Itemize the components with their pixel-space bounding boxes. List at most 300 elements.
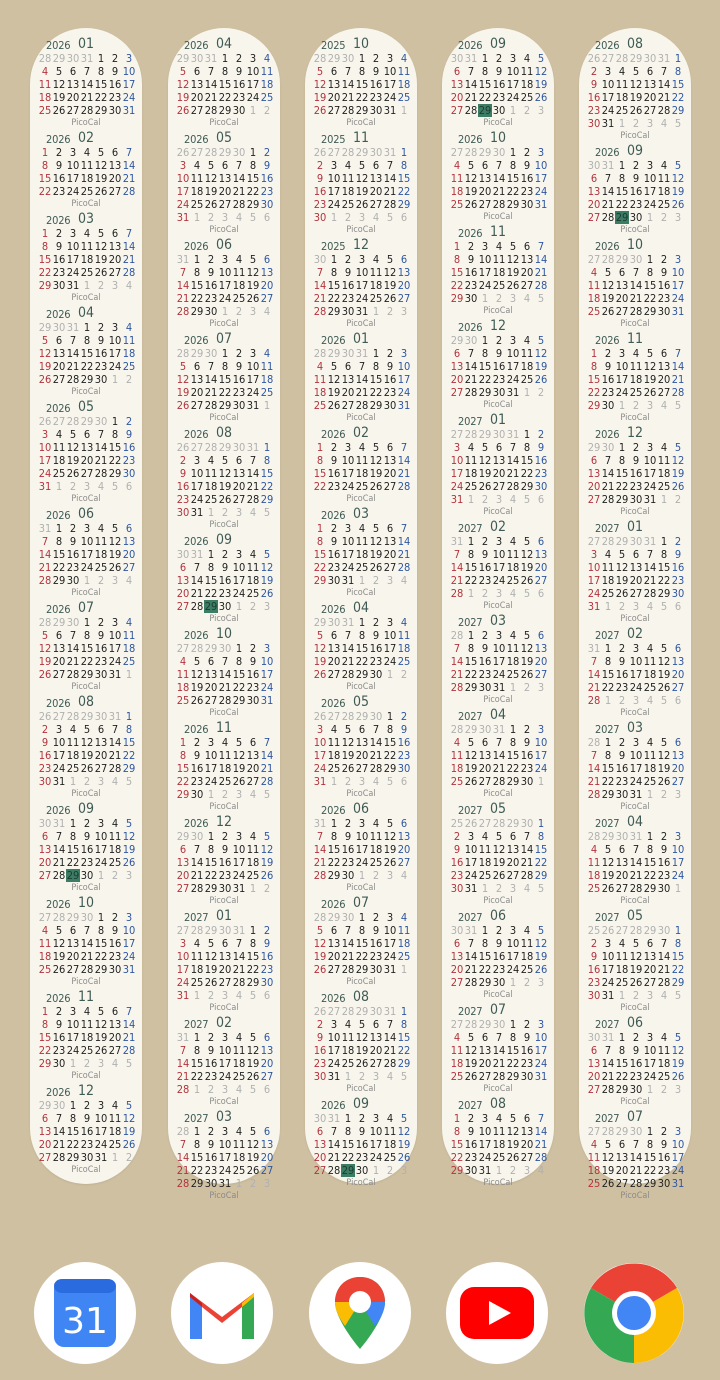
day-cell[interactable]: 24 — [383, 950, 397, 963]
day-cell[interactable]: 19 — [464, 185, 478, 198]
day-cell[interactable]: 24 — [534, 762, 548, 775]
day-cell[interactable]: 2 — [125, 415, 133, 428]
day-cell[interactable]: 25 — [355, 561, 369, 574]
day-cell[interactable]: 18 — [122, 347, 136, 360]
day-cell[interactable]: 24 — [232, 869, 246, 882]
day-cell[interactable]: 2 — [97, 279, 105, 292]
day-cell[interactable]: 8 — [249, 937, 257, 950]
day-cell[interactable]: 19 — [190, 681, 204, 694]
day-cell[interactable]: 21 — [657, 963, 671, 976]
day-cell[interactable]: 30 — [615, 788, 629, 801]
day-cell[interactable]: 6 — [263, 989, 271, 1002]
day-cell[interactable]: 4 — [263, 305, 271, 318]
day-cell[interactable]: 27 — [534, 668, 548, 681]
day-cell[interactable]: 29 — [464, 681, 478, 694]
day-cell[interactable]: 1 — [467, 587, 475, 600]
day-cell[interactable]: 3 — [97, 1099, 105, 1112]
day-cell[interactable]: 29 — [80, 415, 94, 428]
day-cell[interactable]: 30 — [397, 762, 411, 775]
day-cell[interactable]: 12 — [657, 655, 671, 668]
day-cell[interactable]: 26 — [464, 817, 478, 830]
day-cell[interactable]: 2 — [372, 52, 380, 65]
day-cell[interactable]: 1 — [330, 253, 338, 266]
day-cell[interactable]: 4 — [235, 253, 243, 266]
day-cell[interactable]: 3 — [674, 830, 682, 843]
day-cell[interactable]: 28 — [341, 668, 355, 681]
day-cell[interactable]: 19 — [601, 1164, 615, 1177]
day-cell[interactable]: 3 — [221, 211, 229, 224]
day-cell[interactable]: 12 — [204, 172, 218, 185]
day-cell[interactable]: 2 — [263, 882, 271, 895]
day-cell[interactable]: 2 — [344, 253, 352, 266]
day-cell[interactable]: 5 — [537, 52, 545, 65]
day-cell[interactable]: 15 — [246, 172, 260, 185]
day-cell[interactable]: 29 — [506, 198, 520, 211]
day-cell[interactable]: 25 — [80, 266, 94, 279]
day-cell[interactable]: 26 — [52, 963, 66, 976]
day-cell[interactable]: 4 — [344, 159, 352, 172]
day-cell[interactable]: 24 — [671, 869, 685, 882]
day-cell[interactable]: 21 — [260, 762, 274, 775]
day-cell[interactable]: 29 — [534, 869, 548, 882]
day-cell[interactable]: 26 — [369, 561, 383, 574]
day-cell[interactable]: 12 — [369, 535, 383, 548]
day-cell[interactable]: 2 — [523, 146, 531, 159]
day-cell[interactable]: 4 — [41, 924, 49, 937]
day-cell[interactable]: 4 — [590, 1138, 598, 1151]
day-cell[interactable]: 4 — [41, 65, 49, 78]
day-cell[interactable]: 5 — [523, 587, 531, 600]
day-cell[interactable]: 21 — [313, 292, 327, 305]
day-cell[interactable]: 9 — [330, 535, 338, 548]
day-cell[interactable]: 27 — [629, 587, 643, 600]
day-cell[interactable]: 10 — [601, 78, 615, 91]
day-cell[interactable]: 3 — [111, 279, 119, 292]
day-cell[interactable]: 17 — [94, 843, 108, 856]
day-cell[interactable]: 8 — [41, 1018, 49, 1031]
day-cell[interactable]: 17 — [450, 467, 464, 480]
day-cell[interactable]: 22 — [232, 681, 246, 694]
day-cell[interactable]: 4 — [646, 642, 654, 655]
day-cell[interactable]: 1 — [400, 1005, 408, 1018]
day-cell[interactable]: 17 — [397, 373, 411, 386]
day-cell[interactable]: 26 — [492, 869, 506, 882]
day-cell[interactable]: 19 — [52, 950, 66, 963]
day-cell[interactable]: 8 — [111, 428, 119, 441]
day-cell[interactable]: 19 — [464, 762, 478, 775]
day-cell[interactable]: 17 — [218, 279, 232, 292]
day-cell[interactable]: 20 — [38, 856, 52, 869]
day-cell[interactable]: 28 — [313, 305, 327, 318]
day-cell[interactable]: 26 — [38, 415, 52, 428]
day-cell[interactable]: 9 — [125, 428, 133, 441]
day-cell[interactable]: 16 — [108, 937, 122, 950]
day-cell[interactable]: 8 — [358, 65, 366, 78]
day-cell[interactable]: 11 — [108, 1112, 122, 1125]
day-cell[interactable]: 27 — [52, 373, 66, 386]
day-cell[interactable]: 17 — [506, 360, 520, 373]
day-cell[interactable]: 1 — [618, 441, 626, 454]
day-cell[interactable]: 10 — [246, 65, 260, 78]
day-cell[interactable]: 22 — [246, 963, 260, 976]
day-cell[interactable]: 2 — [330, 522, 338, 535]
day-cell[interactable]: 20 — [450, 91, 464, 104]
day-cell[interactable]: 22 — [176, 775, 190, 788]
day-cell[interactable]: 30 — [190, 52, 204, 65]
day-cell[interactable]: 5 — [207, 937, 215, 950]
day-cell[interactable]: 21 — [232, 185, 246, 198]
day-cell[interactable]: 4 — [523, 882, 531, 895]
day-cell[interactable]: 20 — [671, 668, 685, 681]
day-cell[interactable]: 31 — [66, 279, 80, 292]
day-cell[interactable]: 30 — [629, 493, 643, 506]
day-cell[interactable]: 6 — [481, 159, 489, 172]
day-cell[interactable]: 18 — [66, 749, 80, 762]
day-cell[interactable]: 24 — [615, 386, 629, 399]
day-cell[interactable]: 9 — [344, 830, 352, 843]
day-cell[interactable]: 22 — [66, 856, 80, 869]
day-cell[interactable]: 1 — [55, 480, 63, 493]
day-cell[interactable]: 21 — [204, 91, 218, 104]
day-cell[interactable]: 25 — [341, 1057, 355, 1070]
day-cell[interactable]: 1 — [509, 146, 517, 159]
day-cell[interactable]: 23 — [587, 104, 601, 117]
day-cell[interactable]: 24 — [341, 480, 355, 493]
day-cell[interactable]: 28 — [190, 600, 204, 613]
day-cell[interactable]: 11 — [176, 668, 190, 681]
day-cell[interactable]: 24 — [643, 198, 657, 211]
day-cell[interactable]: 7 — [193, 561, 201, 574]
day-cell[interactable]: 30 — [534, 480, 548, 493]
day-cell[interactable]: 26 — [587, 52, 601, 65]
day-cell[interactable]: 3 — [249, 305, 257, 318]
day-cell[interactable]: 12 — [397, 1125, 411, 1138]
day-cell[interactable]: 3 — [358, 211, 366, 224]
day-cell[interactable]: 26 — [204, 976, 218, 989]
day-cell[interactable]: 27 — [260, 292, 274, 305]
day-cell[interactable]: 19 — [629, 91, 643, 104]
day-cell[interactable]: 30 — [464, 292, 478, 305]
day-cell[interactable]: 23 — [218, 587, 232, 600]
day-cell[interactable]: 23 — [327, 561, 341, 574]
day-cell[interactable]: 26 — [38, 373, 52, 386]
day-cell[interactable]: 13 — [492, 454, 506, 467]
day-cell[interactable]: 10 — [80, 535, 94, 548]
day-cell[interactable]: 24 — [66, 185, 80, 198]
day-cell[interactable]: 7 — [509, 441, 517, 454]
day-cell[interactable]: 27 — [615, 305, 629, 318]
day-cell[interactable]: 12 — [313, 642, 327, 655]
day-cell[interactable]: 30 — [492, 976, 506, 989]
day-cell[interactable]: 31 — [122, 104, 136, 117]
day-cell[interactable]: 13 — [190, 373, 204, 386]
day-cell[interactable]: 11 — [587, 279, 601, 292]
day-cell[interactable]: 31 — [601, 1031, 615, 1044]
day-cell[interactable]: 28 — [204, 104, 218, 117]
day-cell[interactable]: 6 — [316, 1125, 324, 1138]
day-cell[interactable]: 21 — [122, 1031, 136, 1044]
day-cell[interactable]: 27 — [327, 1005, 341, 1018]
day-cell[interactable]: 9 — [590, 78, 598, 91]
day-cell[interactable]: 13 — [587, 1057, 601, 1070]
today-cell[interactable]: 29 — [341, 1164, 355, 1177]
day-cell[interactable]: 7 — [453, 548, 461, 561]
day-cell[interactable]: 15 — [450, 1138, 464, 1151]
day-cell[interactable]: 13 — [629, 561, 643, 574]
day-cell[interactable]: 5 — [604, 266, 612, 279]
day-cell[interactable]: 14 — [122, 1018, 136, 1031]
day-cell[interactable]: 18 — [492, 1138, 506, 1151]
day-cell[interactable]: 15 — [534, 843, 548, 856]
day-cell[interactable]: 25 — [450, 1070, 464, 1083]
day-cell[interactable]: 8 — [537, 830, 545, 843]
day-cell[interactable]: 7 — [69, 334, 77, 347]
day-cell[interactable]: 5 — [249, 253, 257, 266]
day-cell[interactable]: 17 — [94, 1125, 108, 1138]
day-cell[interactable]: 15 — [176, 762, 190, 775]
day-cell[interactable]: 23 — [260, 963, 274, 976]
day-cell[interactable]: 18 — [232, 279, 246, 292]
day-cell[interactable]: 28 — [94, 467, 108, 480]
day-cell[interactable]: 28 — [66, 668, 80, 681]
day-cell[interactable]: 30 — [341, 869, 355, 882]
day-cell[interactable]: 6 — [344, 360, 352, 373]
day-cell[interactable]: 28 — [122, 1044, 136, 1057]
day-cell[interactable]: 6 — [41, 830, 49, 843]
day-cell[interactable]: 2 — [207, 1125, 215, 1138]
day-cell[interactable]: 7 — [344, 629, 352, 642]
day-cell[interactable]: 20 — [587, 198, 601, 211]
day-cell[interactable]: 29 — [615, 493, 629, 506]
day-cell[interactable]: 29 — [204, 924, 218, 937]
day-cell[interactable]: 25 — [204, 493, 218, 506]
day-cell[interactable]: 1 — [660, 535, 668, 548]
day-cell[interactable]: 2 — [344, 817, 352, 830]
day-cell[interactable]: 23 — [52, 185, 66, 198]
day-cell[interactable]: 3 — [646, 1031, 654, 1044]
day-cell[interactable]: 26 — [601, 1177, 615, 1190]
day-cell[interactable]: 24 — [246, 386, 260, 399]
day-cell[interactable]: 11 — [369, 830, 383, 843]
day-cell[interactable]: 2 — [674, 493, 682, 506]
day-cell[interactable]: 15 — [38, 1031, 52, 1044]
day-cell[interactable]: 2 — [523, 1018, 531, 1031]
day-cell[interactable]: 20 — [643, 91, 657, 104]
day-cell[interactable]: 14 — [369, 736, 383, 749]
day-cell[interactable]: 19 — [246, 1057, 260, 1070]
day-cell[interactable]: 30 — [341, 347, 355, 360]
day-cell[interactable]: 15 — [260, 467, 274, 480]
day-cell[interactable]: 30 — [671, 587, 685, 600]
day-cell[interactable]: 7 — [453, 642, 461, 655]
day-cell[interactable]: 29 — [246, 198, 260, 211]
day-cell[interactable]: 25 — [369, 856, 383, 869]
day-cell[interactable]: 3 — [221, 989, 229, 1002]
day-cell[interactable]: 10 — [204, 749, 218, 762]
day-cell[interactable]: 25 — [94, 561, 108, 574]
day-cell[interactable]: 21 — [80, 91, 94, 104]
day-cell[interactable]: 14 — [313, 843, 327, 856]
day-cell[interactable]: 17 — [218, 1057, 232, 1070]
day-cell[interactable]: 11 — [190, 172, 204, 185]
day-cell[interactable]: 22 — [341, 1151, 355, 1164]
day-cell[interactable]: 5 — [83, 723, 91, 736]
day-cell[interactable]: 19 — [122, 843, 136, 856]
day-cell[interactable]: 7 — [125, 227, 133, 240]
day-cell[interactable]: 25 — [520, 373, 534, 386]
day-cell[interactable]: 2 — [207, 1031, 215, 1044]
day-cell[interactable]: 17 — [383, 937, 397, 950]
day-cell[interactable]: 5 — [537, 882, 545, 895]
day-cell[interactable]: 27 — [643, 976, 657, 989]
day-cell[interactable]: 21 — [464, 963, 478, 976]
day-cell[interactable]: 24 — [629, 681, 643, 694]
day-cell[interactable]: 30 — [383, 399, 397, 412]
day-cell[interactable]: 28 — [587, 694, 601, 707]
day-cell[interactable]: 1 — [386, 668, 394, 681]
day-cell[interactable]: 28 — [657, 104, 671, 117]
day-cell[interactable]: 9 — [55, 240, 63, 253]
day-cell[interactable]: 11 — [66, 736, 80, 749]
day-cell[interactable]: 2 — [495, 292, 503, 305]
day-cell[interactable]: 9 — [523, 159, 531, 172]
day-cell[interactable]: 10 — [232, 561, 246, 574]
day-cell[interactable]: 27 — [520, 1151, 534, 1164]
day-cell[interactable]: 24 — [629, 775, 643, 788]
day-cell[interactable]: 5 — [674, 1031, 682, 1044]
day-cell[interactable]: 19 — [369, 467, 383, 480]
day-cell[interactable]: 13 — [587, 185, 601, 198]
day-cell[interactable]: 1 — [467, 493, 475, 506]
day-cell[interactable]: 22 — [313, 480, 327, 493]
day-cell[interactable]: 23 — [464, 1151, 478, 1164]
day-cell[interactable]: 29 — [601, 788, 615, 801]
day-cell[interactable]: 26 — [657, 681, 671, 694]
day-cell[interactable]: 8 — [372, 360, 380, 373]
day-cell[interactable]: 10 — [218, 1138, 232, 1151]
day-cell[interactable]: 31 — [232, 924, 246, 937]
day-cell[interactable]: 13 — [232, 467, 246, 480]
day-cell[interactable]: 31 — [587, 600, 601, 613]
day-cell[interactable]: 2 — [523, 723, 531, 736]
day-cell[interactable]: 20 — [492, 467, 506, 480]
day-cell[interactable]: 12 — [260, 843, 274, 856]
day-cell[interactable]: 13 — [341, 373, 355, 386]
day-cell[interactable]: 24 — [478, 279, 492, 292]
day-cell[interactable]: 28 — [629, 924, 643, 937]
day-cell[interactable]: 12 — [383, 266, 397, 279]
day-cell[interactable]: 19 — [601, 292, 615, 305]
day-cell[interactable]: 27 — [587, 535, 601, 548]
day-cell[interactable]: 7 — [55, 1112, 63, 1125]
day-cell[interactable]: 16 — [478, 655, 492, 668]
day-cell[interactable]: 17 — [629, 668, 643, 681]
day-cell[interactable]: 12 — [190, 668, 204, 681]
day-cell[interactable]: 12 — [601, 856, 615, 869]
day-cell[interactable]: 6 — [125, 522, 133, 535]
day-cell[interactable]: 30 — [492, 386, 506, 399]
day-cell[interactable]: 26 — [369, 480, 383, 493]
day-cell[interactable]: 31 — [355, 305, 369, 318]
day-cell[interactable]: 5 — [41, 334, 49, 347]
day-cell[interactable]: 1 — [372, 1164, 380, 1177]
day-cell[interactable]: 28 — [80, 963, 94, 976]
day-cell[interactable]: 5 — [125, 817, 133, 830]
day-cell[interactable]: 14 — [587, 668, 601, 681]
day-cell[interactable]: 6 — [646, 937, 654, 950]
day-cell[interactable]: 28 — [601, 1083, 615, 1096]
day-cell[interactable]: 13 — [615, 856, 629, 869]
day-cell[interactable]: 29 — [327, 52, 341, 65]
day-cell[interactable]: 1 — [481, 924, 489, 937]
day-cell[interactable]: 30 — [260, 976, 274, 989]
day-cell[interactable]: 14 — [52, 843, 66, 856]
day-cell[interactable]: 13 — [643, 78, 657, 91]
day-cell[interactable]: 8 — [523, 441, 531, 454]
day-cell[interactable]: 8 — [618, 1044, 626, 1057]
day-cell[interactable]: 11 — [643, 749, 657, 762]
day-cell[interactable]: 2 — [330, 441, 338, 454]
day-cell[interactable]: 24 — [369, 1151, 383, 1164]
day-cell[interactable]: 26 — [80, 762, 94, 775]
day-cell[interactable]: 27 — [383, 480, 397, 493]
day-cell[interactable]: 24 — [66, 1044, 80, 1057]
day-cell[interactable]: 26 — [94, 1044, 108, 1057]
day-cell[interactable]: 2 — [618, 600, 626, 613]
day-cell[interactable]: 3 — [344, 441, 352, 454]
day-cell[interactable]: 19 — [176, 91, 190, 104]
day-cell[interactable]: 4 — [235, 1125, 243, 1138]
day-cell[interactable]: 20 — [176, 587, 190, 600]
day-cell[interactable]: 22 — [204, 587, 218, 600]
day-cell[interactable]: 31 — [246, 441, 260, 454]
day-cell[interactable]: 27 — [450, 104, 464, 117]
day-cell[interactable]: 22 — [615, 198, 629, 211]
day-cell[interactable]: 25 — [450, 775, 464, 788]
day-cell[interactable]: 24 — [94, 856, 108, 869]
day-cell[interactable]: 22 — [464, 668, 478, 681]
day-cell[interactable]: 27 — [478, 775, 492, 788]
day-cell[interactable]: 23 — [587, 976, 601, 989]
day-cell[interactable]: 5 — [400, 1070, 408, 1083]
day-cell[interactable]: 31 — [464, 52, 478, 65]
day-cell[interactable]: 29 — [218, 146, 232, 159]
day-cell[interactable]: 5 — [179, 65, 187, 78]
day-cell[interactable]: 10 — [66, 159, 80, 172]
day-cell[interactable]: 29 — [383, 762, 397, 775]
day-cell[interactable]: 21 — [492, 1057, 506, 1070]
day-cell[interactable]: 14 — [657, 78, 671, 91]
day-cell[interactable]: 30 — [369, 104, 383, 117]
day-cell[interactable]: 13 — [176, 574, 190, 587]
day-cell[interactable]: 11 — [38, 78, 52, 91]
day-cell[interactable]: 27 — [108, 185, 122, 198]
day-cell[interactable]: 18 — [80, 172, 94, 185]
day-cell[interactable]: 12 — [246, 266, 260, 279]
day-cell[interactable]: 4 — [386, 1070, 394, 1083]
day-cell[interactable]: 28 — [190, 882, 204, 895]
day-cell[interactable]: 28 — [492, 775, 506, 788]
day-cell[interactable]: 28 — [313, 347, 327, 360]
day-cell[interactable]: 25 — [38, 104, 52, 117]
day-cell[interactable]: 23 — [657, 869, 671, 882]
day-cell[interactable]: 8 — [41, 159, 49, 172]
day-cell[interactable]: 27 — [327, 710, 341, 723]
day-cell[interactable]: 21 — [341, 950, 355, 963]
day-cell[interactable]: 28 — [66, 373, 80, 386]
day-cell[interactable]: 6 — [330, 629, 338, 642]
day-cell[interactable]: 12 — [671, 172, 685, 185]
